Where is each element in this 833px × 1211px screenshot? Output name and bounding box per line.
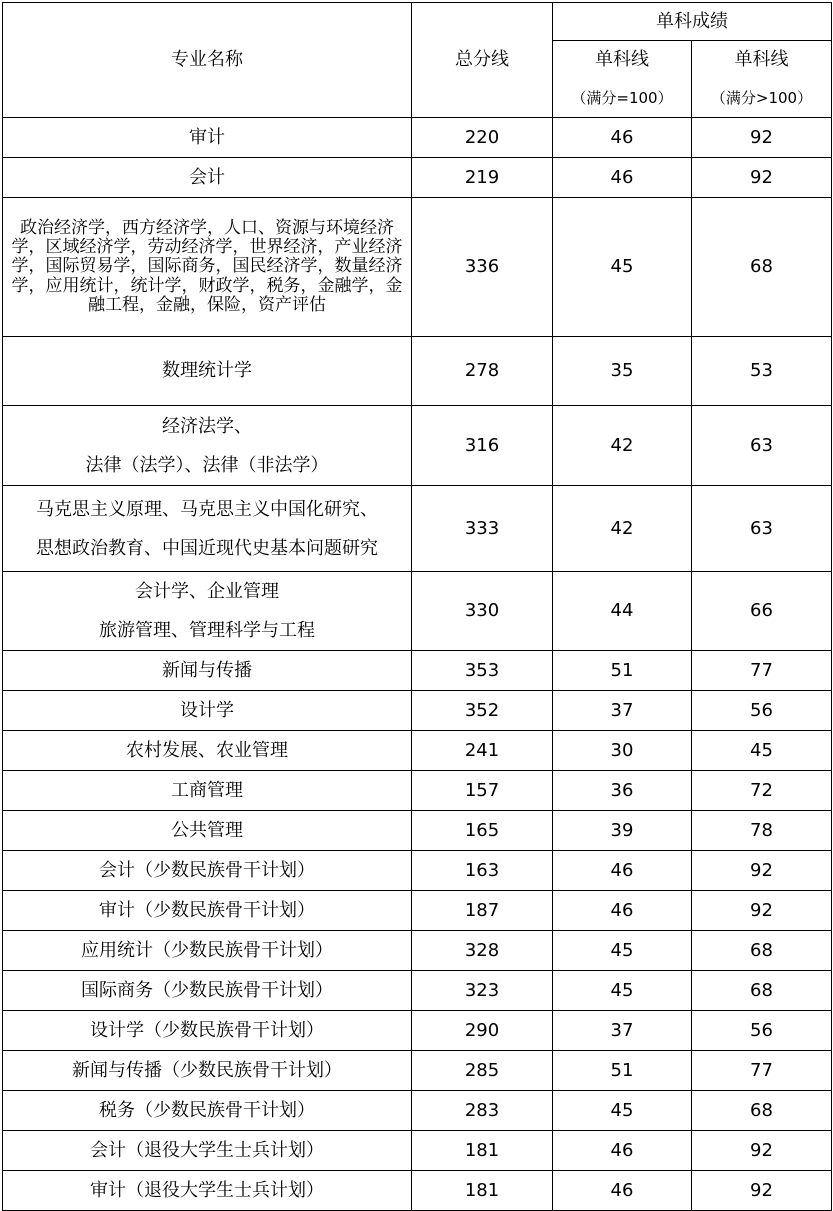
single-a-cell: 46: [553, 891, 692, 931]
major-name-cell: [3, 811, 412, 851]
table-row: [3, 971, 832, 1011]
major-name-line2: 思想政治教育、中国近现代史基本问题研究: [36, 537, 378, 559]
total-score-cell: 181: [412, 1131, 553, 1171]
major-name: 农村发展、农业管理: [126, 739, 288, 761]
single-b-cell: 68: [692, 198, 832, 337]
total-score-cell: 220: [412, 118, 553, 158]
single-a-cell: 36: [553, 771, 692, 811]
table-row: [3, 572, 832, 651]
table-row: [3, 651, 832, 691]
single-b-cell: 56: [692, 1011, 832, 1051]
major-name-cell: [3, 158, 412, 198]
table-row: [3, 811, 832, 851]
total-score-cell: 353: [412, 651, 553, 691]
total-score-cell: 352: [412, 691, 553, 731]
total-score-cell: 283: [412, 1091, 553, 1131]
table-row: [3, 406, 832, 486]
total-score-cell: 219: [412, 158, 553, 198]
table-row: [3, 118, 832, 158]
single-b-cell: 66: [692, 572, 832, 651]
major-name-cell: [3, 1131, 412, 1171]
single-a-cell: 45: [553, 931, 692, 971]
major-name-cell: [3, 1011, 412, 1051]
major-name-cell: [3, 406, 412, 486]
total-score-cell: 165: [412, 811, 553, 851]
single-a-cell: 42: [553, 406, 692, 486]
single-a-cell: 37: [553, 1011, 692, 1051]
major-name-cell: [3, 931, 412, 971]
single-a-cell: 45: [553, 1091, 692, 1131]
header-total: 总分线: [412, 3, 553, 118]
major-name-line2: 旅游管理、管理科学与工程: [99, 620, 315, 641]
table-row: [3, 198, 832, 337]
single-b-cell: 77: [692, 1051, 832, 1091]
single-b-cell: 68: [692, 971, 832, 1011]
single-a-cell: 39: [553, 811, 692, 851]
single-b-cell: 92: [692, 1131, 832, 1171]
total-score-cell: 323: [412, 971, 553, 1011]
single-a-cell: 30: [553, 731, 692, 771]
single-a-cell: 37: [553, 691, 692, 731]
major-name: 新闻与传播（少数民族骨干计划）: [72, 1059, 342, 1081]
major-name: 审计（少数民族骨干计划）: [99, 899, 315, 921]
major-name-cell: [3, 891, 412, 931]
header-major: 专业名称: [3, 3, 412, 118]
header-single-b-note: （满分>100）: [710, 89, 813, 107]
single-b-cell: 92: [692, 118, 832, 158]
single-b-cell: 92: [692, 851, 832, 891]
table-row: [3, 1011, 832, 1051]
total-score-cell: 241: [412, 731, 553, 771]
header-single-a: [553, 41, 692, 118]
single-a-cell: 46: [553, 1171, 692, 1211]
major-name: 会计（少数民族骨干计划）: [99, 859, 315, 881]
single-b-cell: 78: [692, 811, 832, 851]
header-single-a-note: （满分=100）: [571, 89, 673, 107]
single-b-cell: 63: [692, 486, 832, 572]
total-score-cell: 336: [412, 198, 553, 337]
major-name: 国际商务（少数民族骨干计划）: [81, 979, 333, 1001]
table-row: [3, 691, 832, 731]
header-row: [3, 3, 832, 41]
major-name: 设计学: [180, 699, 234, 721]
major-name: 会计（退役大学生士兵计划）: [90, 1139, 324, 1161]
table-row: [3, 1171, 832, 1211]
single-a-cell: 42: [553, 486, 692, 572]
single-a-cell: 45: [553, 198, 692, 337]
total-score-cell: 333: [412, 486, 553, 572]
total-score-cell: 157: [412, 771, 553, 811]
header-single-b: [692, 41, 832, 118]
major-name-cell: [3, 851, 412, 891]
major-name: 设计学（少数民族骨干计划）: [90, 1019, 324, 1041]
total-score-cell: 330: [412, 572, 553, 651]
major-name-cell: [3, 486, 412, 572]
total-score-cell: 316: [412, 406, 553, 486]
major-name: 审计: [189, 126, 225, 148]
header-single-a-label: 单科线: [595, 49, 649, 70]
table-row: [3, 851, 832, 891]
single-b-cell: 92: [692, 891, 832, 931]
table-row: [3, 1091, 832, 1131]
total-score-cell: 181: [412, 1171, 553, 1211]
major-name-line2: 法律（法学）、法律（非法学）: [85, 454, 329, 476]
single-b-cell: 68: [692, 931, 832, 971]
major-name: 经济法学、: [162, 415, 252, 437]
single-a-cell: 46: [553, 158, 692, 198]
major-name-cell: [3, 971, 412, 1011]
total-score-cell: 285: [412, 1051, 553, 1091]
major-name-cell: [3, 337, 412, 406]
table-row: [3, 158, 832, 198]
single-b-cell: 53: [692, 337, 832, 406]
single-b-cell: 68: [692, 1091, 832, 1131]
score-table: [2, 2, 832, 1211]
major-name: 新闻与传播: [162, 659, 252, 681]
single-a-cell: 51: [553, 651, 692, 691]
major-name-cell: [3, 118, 412, 158]
single-b-cell: 56: [692, 691, 832, 731]
single-a-cell: 51: [553, 1051, 692, 1091]
major-name-cell: [3, 1171, 412, 1211]
major-name: 应用统计（少数民族骨干计划）: [81, 939, 333, 961]
major-name: 工商管理: [171, 779, 243, 801]
single-a-cell: 46: [553, 118, 692, 158]
single-a-cell: 44: [553, 572, 692, 651]
single-a-cell: 35: [553, 337, 692, 406]
single-b-cell: 72: [692, 771, 832, 811]
major-name-cell: [3, 651, 412, 691]
single-b-cell: 63: [692, 406, 832, 486]
major-name: 马克思主义原理、马克思主义中国化研究、: [36, 498, 378, 520]
major-name-cell: [3, 691, 412, 731]
major-name: 政治经济学，西方经济学，人口、资源与环境经济学，区域经济学，劳动经济学，世界经济，产业经济学，国际贸易学，国际商务，国民经济学，数量经济学，应用统计，统计学，财政学，税务，金融学，金融工程，金融，保险，资产评估: [11, 218, 403, 315]
single-a-cell: 46: [553, 851, 692, 891]
major-name: 会计: [189, 166, 225, 188]
major-name-cell: [3, 198, 412, 337]
major-name: 审计（退役大学生士兵计划）: [90, 1179, 324, 1201]
table-row: [3, 486, 832, 572]
major-name: 公共管理: [171, 819, 243, 841]
header-single-group: 单科成绩: [553, 3, 832, 41]
major-name: 税务（少数民族骨干计划）: [99, 1099, 315, 1121]
table-row: [3, 931, 832, 971]
total-score-cell: 290: [412, 1011, 553, 1051]
single-b-cell: 77: [692, 651, 832, 691]
total-score-cell: 278: [412, 337, 553, 406]
major-name-cell: [3, 572, 412, 651]
single-b-cell: 92: [692, 158, 832, 198]
single-a-cell: 46: [553, 1131, 692, 1171]
total-score-cell: 163: [412, 851, 553, 891]
table-row: [3, 337, 832, 406]
table-row: [3, 1051, 832, 1091]
major-name-cell: [3, 731, 412, 771]
table-row: [3, 731, 832, 771]
total-score-cell: 187: [412, 891, 553, 931]
major-name-cell: [3, 1091, 412, 1131]
total-score-cell: 328: [412, 931, 553, 971]
major-name-cell: [3, 771, 412, 811]
major-name: 数理统计学: [162, 360, 252, 382]
major-name: 会计学、企业管理: [135, 581, 279, 602]
table-row: [3, 891, 832, 931]
single-b-cell: 45: [692, 731, 832, 771]
header-single-b-label: 单科线: [734, 49, 789, 70]
table-row: [3, 771, 832, 811]
major-name-cell: [3, 1051, 412, 1091]
single-a-cell: 45: [553, 971, 692, 1011]
table-row: [3, 1131, 832, 1171]
single-b-cell: 92: [692, 1171, 832, 1211]
